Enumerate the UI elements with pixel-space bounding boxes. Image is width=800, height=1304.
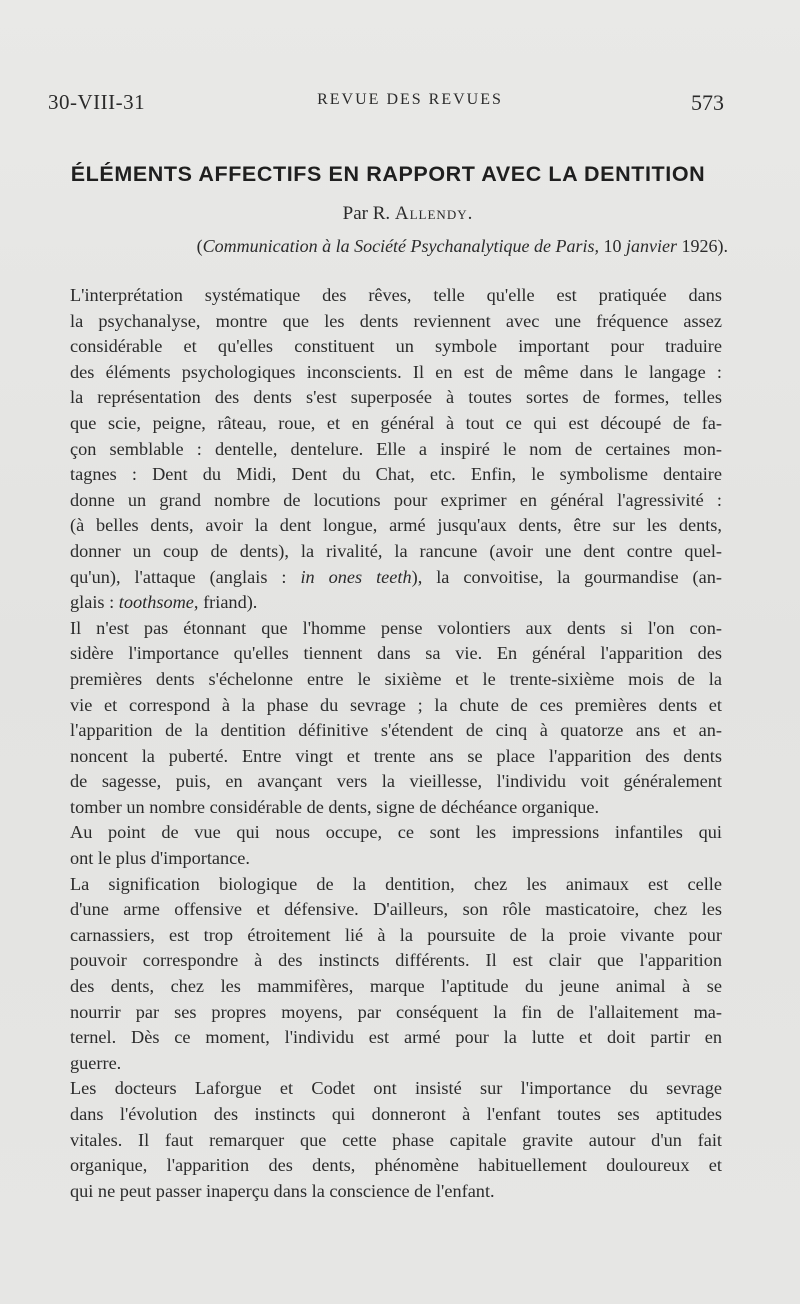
paragraph-3	[40, 820, 722, 871]
text-line: L'interprétation systématique des rêves, telle qu'elle est pratiquée dans	[70, 285, 722, 305]
text-line: La signification biologique de la dentition, chez les animaux est celle	[70, 873, 722, 894]
text-line: considérable et qu'elles constituent un symbole important pour traduire	[70, 336, 722, 357]
text-line: çon semblable : dentelle, dentelure. Elle a inspiré le nom de certaines mon-	[70, 438, 722, 459]
text-segment: qu'un), l'attaque (anglais :	[70, 566, 287, 587]
text-segment: glais :	[70, 592, 115, 613]
text-line: donner un coup de dents), la rivalité, la rancune (avoir une dent contre quel-	[70, 540, 722, 561]
italic-phrase: toothsome	[118, 592, 194, 613]
note-venue: Communication à la Société Psychanalytique de Paris,	[202, 236, 599, 256]
article-title: ÉLÉMENTS AFFECTIFS EN RAPPORT AVEC LA DENTITION	[70, 162, 706, 186]
text-line: carnassiers, est trop étroitement lié à la poursuite de la proie vivante pour	[70, 924, 722, 945]
text-line: donne un grand nombre de locutions pour exprimer en général l'agressivité :	[70, 489, 722, 510]
note-year: 1926).	[677, 236, 728, 256]
text-line: sidère l'importance qu'elles tiennent dans sa vie. En général l'apparition des	[70, 643, 722, 664]
text-line: tomber un nombre considérable de dents, signe de déchéance organique.	[70, 796, 600, 817]
text-line: ternel. Dès ce moment, l'individu est armé pour la lutte et doit partir en	[70, 1027, 722, 1048]
note-open: (	[196, 236, 203, 256]
italic-phrase: in ones teeth	[300, 566, 412, 587]
text-line: vie et correspond à la phase du sevrage ; la chute de ces premières dents et	[70, 694, 722, 715]
paragraph-2	[40, 616, 722, 821]
text-line-mixed	[40, 590, 722, 616]
running-head	[48, 90, 724, 120]
text-line: la psychanalyse, montre que les dents reviennent avec une fréquence assez	[70, 310, 722, 331]
article-byline	[48, 203, 768, 225]
byline-author: Allendy.	[394, 203, 474, 224]
issue-date: 30-VIII-31	[48, 90, 146, 114]
text-line: l'apparition de la dentition définitive s'étendent de cinq à quatorze ans et an-	[70, 720, 722, 741]
text-line-mixed	[40, 565, 722, 591]
paragraph-1	[40, 283, 722, 616]
text-line: qui ne peut passer inaperçu dans la conscience de l'enfant.	[70, 1180, 495, 1201]
text-line: noncent la puberté. Entre vingt et trente ans se place l'apparition des dents	[70, 745, 722, 766]
text-segment: ), la convoitise, la gourmandise (an-	[411, 566, 722, 587]
text-line: des dents, chez les mammifères, marque l'aptitude du jeune animal à se	[70, 976, 722, 997]
article-body	[40, 283, 722, 1204]
text-line: pouvoir correspondre à des instincts différents. Il est clair que l'apparition	[70, 950, 722, 971]
page-number: 573	[691, 90, 724, 115]
text-line: nourrir par ses propres moyens, par conséquent la fin de l'allaitement ma-	[70, 1001, 722, 1022]
text-line: ont le plus d'importance.	[70, 848, 250, 869]
text-line: organique, l'apparition des dents, phénomène habituellement douloureux et	[70, 1155, 722, 1176]
text-line: d'une arme offensive et défensive. D'ailleurs, son rôle masticatoire, chez les	[70, 899, 722, 920]
text-line: que scie, peigne, râteau, roue, et en général à tout ce qui est découpé de fa-	[70, 412, 722, 433]
text-line: vitales. Il faut remarquer que cette phase capitale gravite autour d'un fait	[70, 1129, 722, 1150]
text-line: premières dents s'échelonne entre le sixième et le trente-sixième mois de la	[70, 668, 722, 689]
text-line: de sagesse, puis, en avançant vers la vieillesse, l'individu voit généralement	[70, 771, 722, 792]
text-line: la représentation des dents s'est superposée à toutes sortes de formes, telles	[70, 387, 722, 408]
text-line: (à belles dents, avoir la dent longue, armé jusqu'aux dents, être sur les dents,	[70, 515, 722, 536]
paragraph-5	[40, 1076, 722, 1204]
journal-section-title: REVUE DES REVUES	[317, 91, 503, 108]
byline-prefix: Par R.	[342, 203, 391, 224]
text-segment: , friand).	[193, 592, 258, 613]
text-line: guerre.	[70, 1052, 122, 1073]
note-day: 10	[599, 236, 626, 256]
note-month: janvier	[626, 236, 677, 256]
paragraph-4	[40, 872, 722, 1077]
text-line: tagnes : Dent du Midi, Dent du Chat, etc. Enfin, le symbolisme dentaire	[70, 464, 722, 485]
text-line: Les docteurs Laforgue et Codet ont insisté sur l'importance du sevrage	[70, 1078, 722, 1099]
text-line: dans l'évolution des instincts qui donneront à l'enfant toutes ses aptitudes	[70, 1104, 722, 1124]
text-line: Au point de vue qui nous occupe, ce sont les impressions infantiles qui	[70, 822, 722, 843]
text-line: des éléments psychologiques inconscients. Il en est de même dans le langage :	[70, 361, 722, 382]
communication-note	[48, 236, 728, 257]
text-line: Il n'est pas étonnant que l'homme pense volontiers aux dents si l'on con-	[70, 617, 722, 638]
